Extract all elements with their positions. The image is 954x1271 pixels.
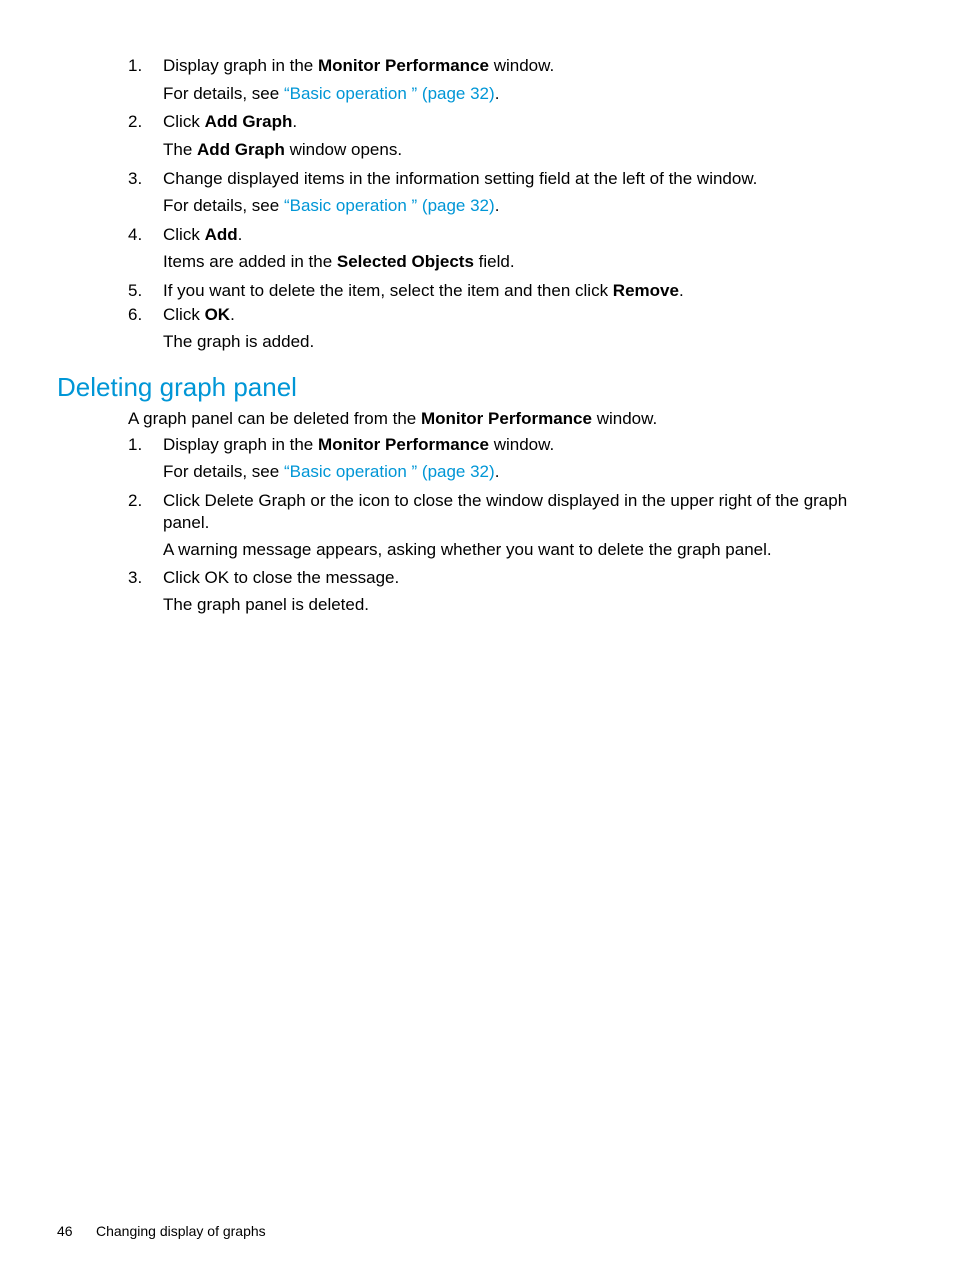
- step-result: The graph is added.: [163, 332, 315, 351]
- step-detail: For details, see “Basic operation ” (page 32).: [163, 462, 500, 481]
- step-text: If you want to delete the item, select the item and then click Remove.: [163, 281, 684, 300]
- step-number: 2.: [128, 112, 143, 131]
- chapter-title: Changing display of graphs: [96, 1223, 266, 1239]
- step-number: 4.: [128, 225, 143, 244]
- selected-objects-label: Selected Objects: [336, 252, 474, 271]
- step-number: 3.: [128, 568, 143, 587]
- step-result: The graph panel is deleted.: [163, 595, 370, 614]
- step-text: Display graph in the Monitor Performance window.: [163, 435, 555, 454]
- step-detail: For details, see “Basic operation ” (page 32).: [163, 196, 500, 215]
- step-result: Items are added in the Selected Objects field.: [163, 252, 515, 271]
- step-text: Change displayed items in the information setting field at the left of the window.: [163, 169, 758, 188]
- step-number: 2.: [128, 491, 143, 510]
- basic-operation-link[interactable]: “Basic operation ” (page 32): [283, 84, 495, 103]
- step-text: Click Add Graph.: [163, 112, 298, 131]
- step-number: 1.: [128, 435, 143, 454]
- step-number: 3.: [128, 169, 143, 188]
- ok-label: OK: [204, 305, 231, 324]
- step-text: Click Add.: [163, 225, 243, 244]
- step-result: A warning message appears, asking whether you want to delete the graph panel.: [163, 540, 772, 559]
- step-number: 5.: [128, 281, 143, 300]
- step-result: The Add Graph window opens.: [163, 140, 403, 159]
- basic-operation-link[interactable]: “Basic operation ” (page 32): [283, 462, 495, 481]
- step-detail: For details, see “Basic operation ” (page 32).: [163, 84, 500, 103]
- step-text: Click OK to close the message.: [163, 568, 400, 587]
- step-text: Display graph in the Monitor Performance window.: [163, 56, 555, 75]
- remove-label: Remove: [612, 281, 679, 300]
- page-number: 46: [57, 1223, 73, 1239]
- section-intro: A graph panel can be deleted from the Monitor Performance window.: [128, 409, 658, 428]
- add-label: Add: [204, 225, 238, 244]
- basic-operation-link[interactable]: “Basic operation ” (page 32): [283, 196, 495, 215]
- step-number: 6.: [128, 305, 143, 324]
- step-text: Click OK.: [163, 305, 235, 324]
- add-graph-label: Add Graph: [204, 112, 293, 131]
- section-heading: Deleting graph panel: [57, 372, 297, 402]
- step-number: 1.: [128, 56, 143, 75]
- monitor-performance-label: Monitor Performance: [317, 56, 489, 75]
- step-text: Click Delete Graph or the icon to close the window displayed in the upper right of the graph panel.: [163, 491, 848, 532]
